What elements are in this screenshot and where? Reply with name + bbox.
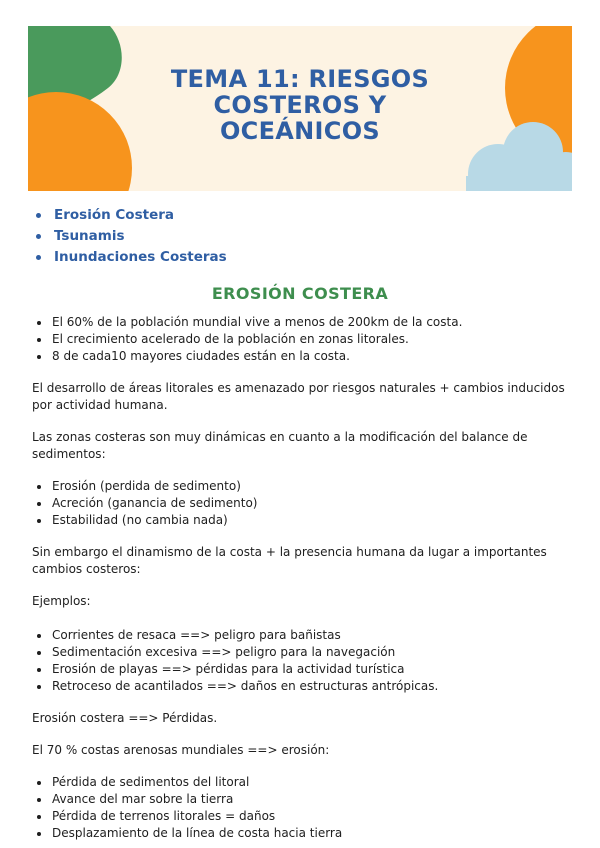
document-body [32, 314, 572, 842]
list-item: Erosión (perdida de sedimento) [32, 478, 572, 495]
list-item: Pérdida de sedimentos del litoral [32, 774, 572, 791]
list-item: Avance del mar sobre la tierra [32, 791, 572, 808]
header-banner [28, 26, 572, 191]
paragraph: El 70 % costas arenosas mundiales ==> erosión: [32, 743, 330, 757]
table-of-contents [32, 205, 227, 268]
list-item: Acreción (ganancia de sedimento) [32, 495, 572, 512]
paragraph: Ejemplos: [32, 594, 91, 608]
section-heading: EROSIÓN COSTERA [211, 284, 389, 303]
list-item: Estabilidad (no cambia nada) [32, 512, 572, 529]
toc-item: Inundaciones Costeras [32, 247, 227, 268]
toc-item: Tsunamis [32, 226, 227, 247]
toc-item: Erosión Costera [32, 205, 227, 226]
list-item: Erosión de playas ==> pérdidas para la actividad turística [32, 661, 572, 678]
list-item: Sedimentación excesiva ==> peligro para la navegación [32, 644, 572, 661]
paragraph: Erosión costera ==> Pérdidas. [32, 711, 218, 725]
list-item: 8 de cada10 mayores ciudades están en la costa. [32, 348, 572, 365]
paragraph: Las zonas costeras son muy dinámicas en cuanto a la modificación del balance de sedimentos: [32, 430, 528, 461]
paragraph: Sin embargo el dinamismo de la costa + la presencia humana da lugar a importantes cambios costeros: [32, 545, 547, 576]
consequences-list [32, 774, 572, 842]
facts-list [32, 314, 572, 365]
list-item: Desplazamiento de la línea de costa hacia tierra [32, 825, 572, 842]
list-item: El crecimiento acelerado de la población en zonas litorales. [32, 331, 572, 348]
list-item: El 60% de la población mundial vive a menos de 200km de la costa. [32, 314, 572, 331]
page-title: TEMA 11: RIESGOS COSTEROS Y OCEÁNICOS [170, 65, 430, 145]
list-item: Pérdida de terrenos litorales = daños [32, 808, 572, 825]
examples-list [32, 627, 572, 695]
list-item: Retroceso de acantilados ==> daños en estructuras antrópicas. [32, 678, 572, 695]
list-item: Corrientes de resaca ==> peligro para bañistas [32, 627, 572, 644]
paragraph: El desarrollo de áreas litorales es amenazado por riesgos naturales + cambios inducidos por actividad humana. [32, 381, 565, 412]
balance-list [32, 478, 572, 529]
